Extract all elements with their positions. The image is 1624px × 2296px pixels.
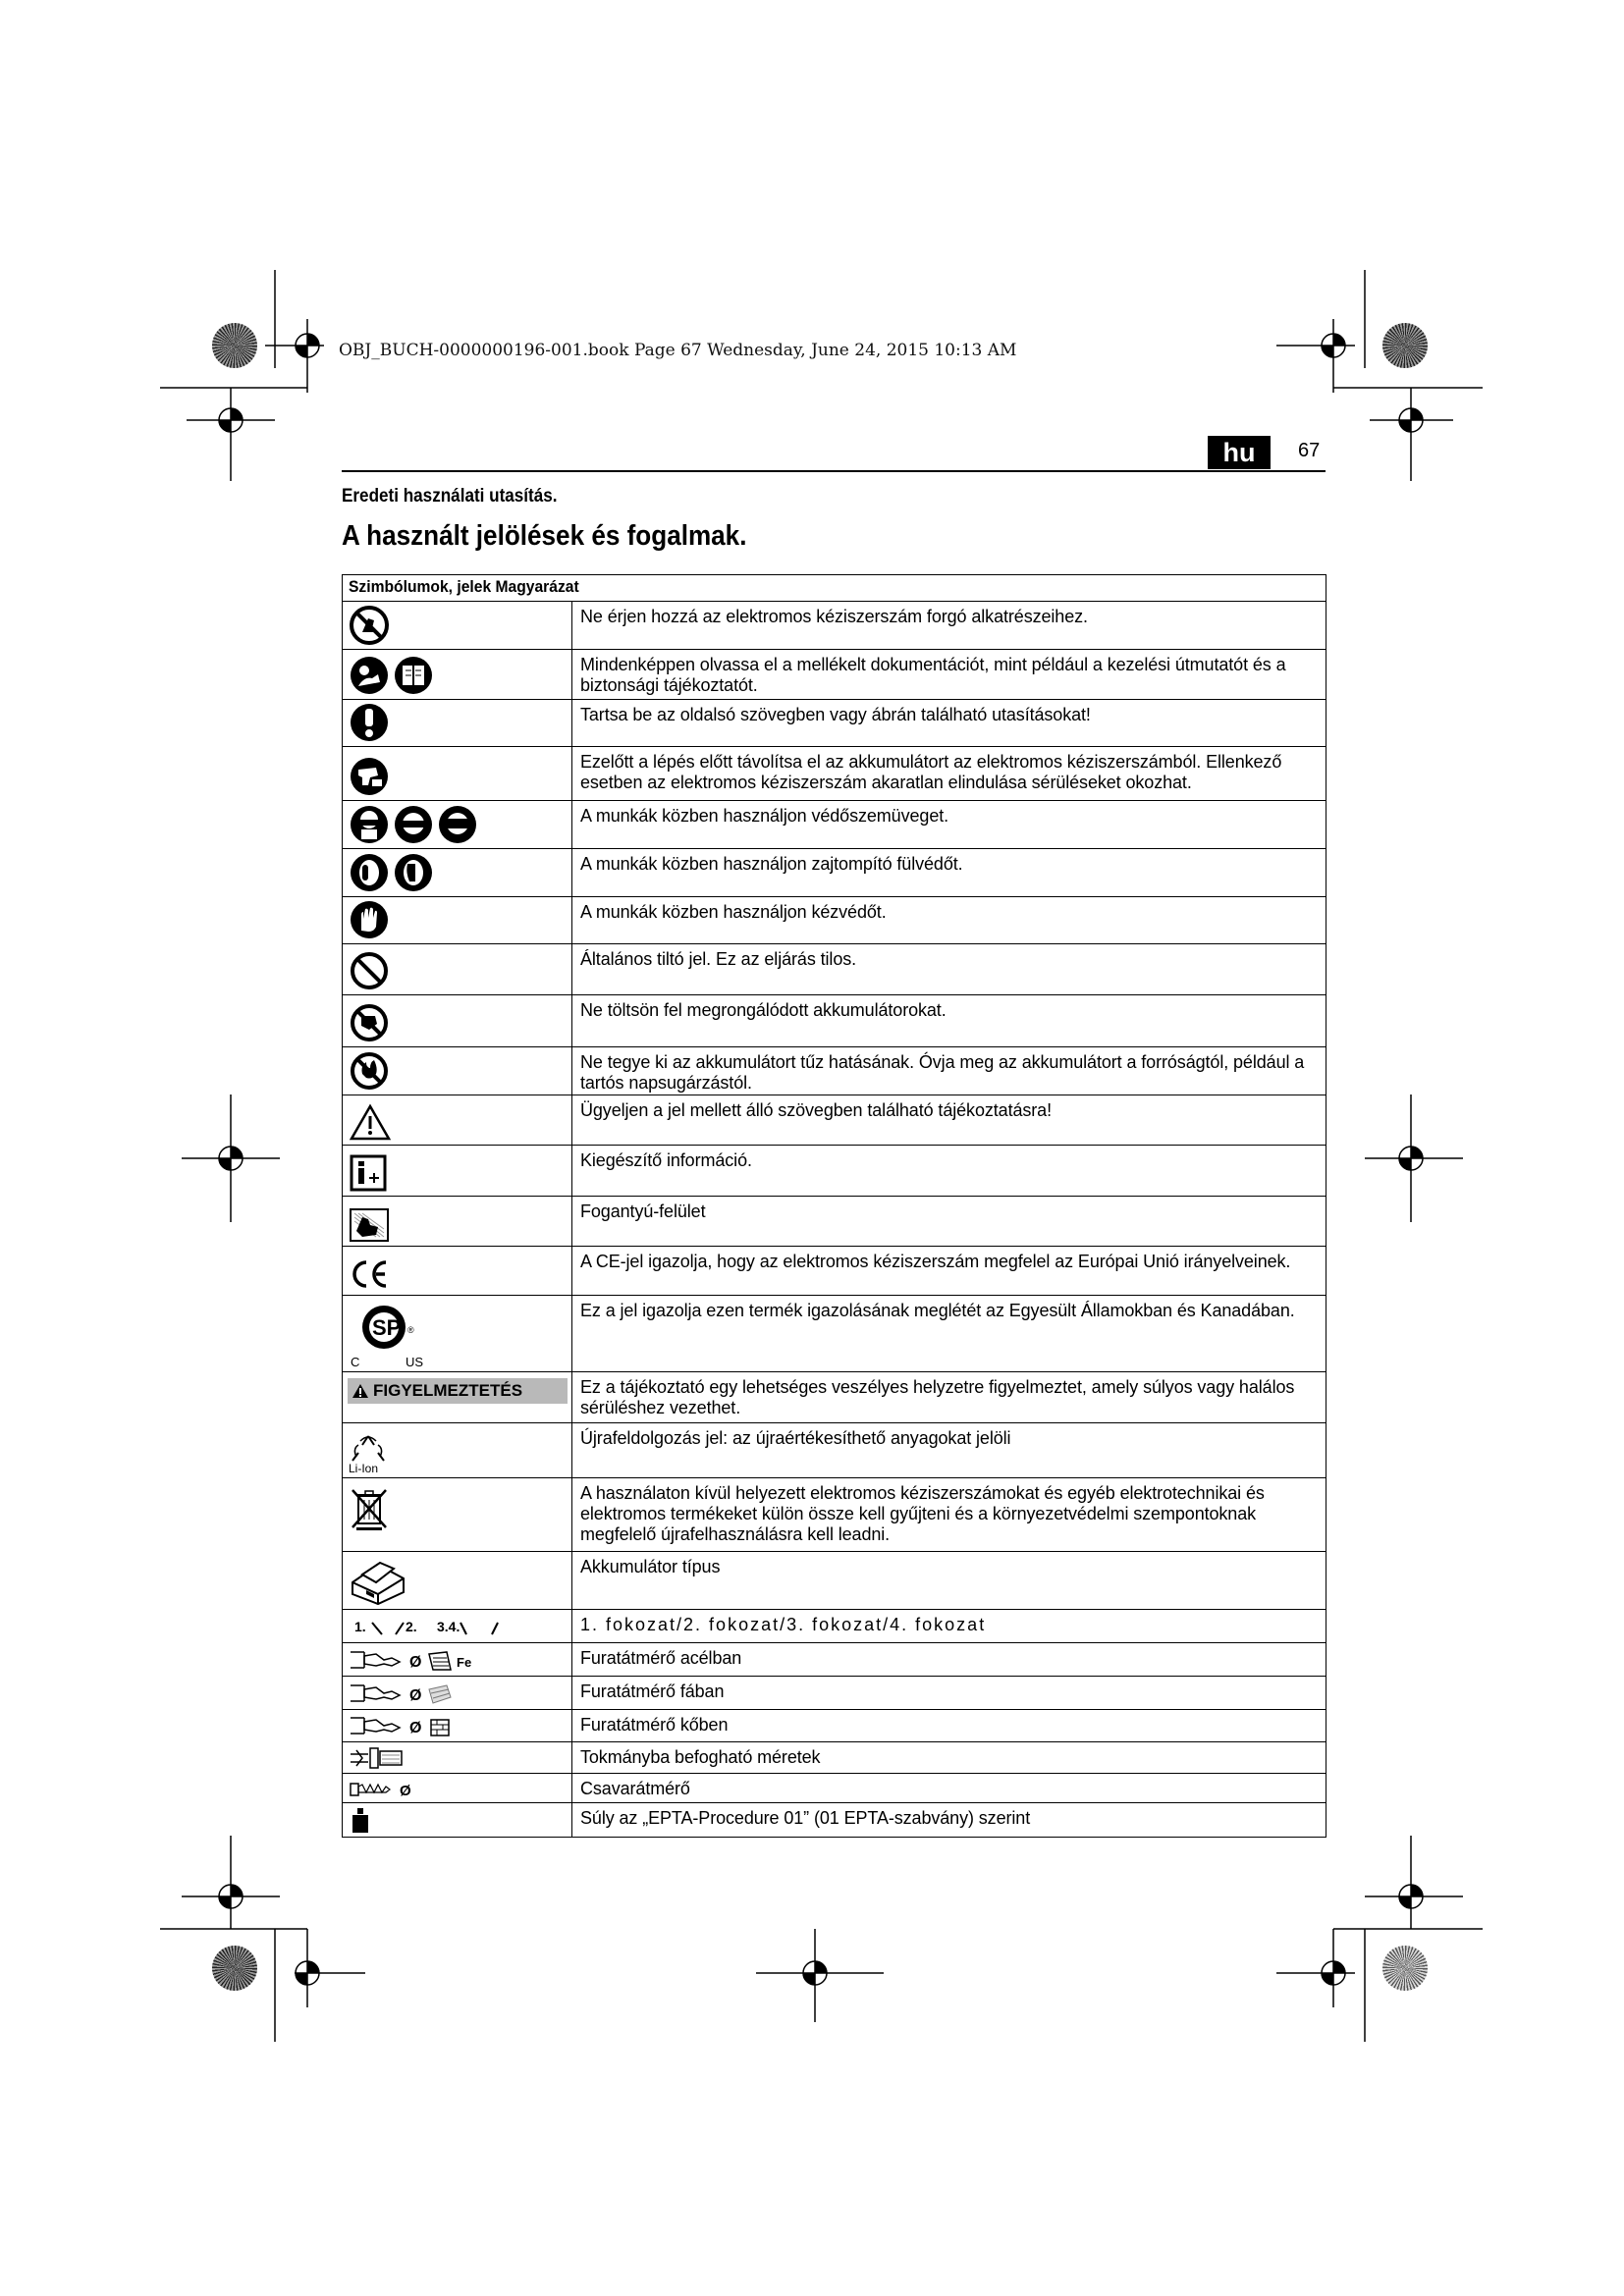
row-text: Tokmányba befogható méretek bbox=[572, 1742, 1326, 1774]
table-row bbox=[343, 897, 1326, 944]
row-text: Általános tiltó jel. Ez az eljárás tilos. bbox=[572, 944, 1326, 995]
svg-text:1.: 1. bbox=[354, 1619, 366, 1634]
drill-stone-icon bbox=[349, 1714, 457, 1737]
hand-protection-icon bbox=[349, 899, 390, 940]
table-row bbox=[343, 1423, 1326, 1478]
table-row bbox=[343, 1047, 1326, 1095]
table-row bbox=[343, 1774, 1326, 1803]
svg-text:Fe: Fe bbox=[457, 1655, 472, 1670]
row-text: Ne tegye ki az akkumulátort tűz hatásának. Óvja meg az akkumulátort a forróságtól, például a tartós napsugárzástól. bbox=[572, 1047, 1326, 1095]
row-text: Akkumulátor típus bbox=[572, 1552, 1326, 1610]
row-text: A CE-jel igazolja, hogy az elektromos kéziszerszám megfelel az Európai Unió irányelveinek. bbox=[572, 1247, 1326, 1296]
recycling-li-ion-icon bbox=[349, 1433, 388, 1475]
weight-icon bbox=[351, 1806, 370, 1834]
eye-protection-icon bbox=[349, 804, 478, 845]
row-text: A munkák közben használjon kézvédőt. bbox=[572, 897, 1326, 944]
row-text: Tartsa be az oldalsó szövegben vagy ábrán található utasításokat! bbox=[572, 700, 1326, 747]
document-subtitle: Eredeti használati utasítás. bbox=[342, 486, 558, 507]
table-row bbox=[343, 1247, 1326, 1296]
table-row bbox=[343, 700, 1326, 747]
battery-pack-icon bbox=[349, 1555, 407, 1606]
table-row bbox=[343, 995, 1326, 1047]
table-row bbox=[343, 1372, 1326, 1423]
svg-text:2.: 2. bbox=[406, 1619, 417, 1634]
csa-mark-icon bbox=[349, 1298, 437, 1368]
page-number: 67 bbox=[1298, 440, 1321, 461]
row-text: Mindenképpen olvassa el a mellékelt dokumentációt, mint például a kezelési útmutatót és a biztonsági tájékoztatót. bbox=[572, 650, 1326, 700]
li-ion-label: Li-Ion bbox=[349, 1462, 379, 1475]
warning-triangle-icon bbox=[349, 1102, 392, 1142]
row-text: Furatátmérő acélban bbox=[572, 1643, 1326, 1677]
svg-text:Ø: Ø bbox=[400, 1783, 411, 1799]
info-plus-icon bbox=[349, 1153, 390, 1193]
svg-text:US: US bbox=[406, 1355, 424, 1368]
header-rule bbox=[342, 470, 1326, 472]
warning-label-text: FIGYELMEZTETÉS bbox=[373, 1381, 523, 1400]
drill-wood-icon bbox=[349, 1682, 457, 1705]
exclamation-icon bbox=[349, 702, 390, 743]
table-row bbox=[343, 1803, 1326, 1838]
table-row bbox=[343, 1478, 1326, 1552]
table-row bbox=[343, 1296, 1326, 1372]
row-text: Ügyeljen a jel mellett álló szövegben található tájékoztatásra! bbox=[572, 1095, 1326, 1146]
svg-text:C: C bbox=[351, 1355, 360, 1368]
table-row bbox=[343, 1610, 1326, 1643]
table-row bbox=[343, 801, 1326, 849]
grip-surface-icon bbox=[349, 1207, 390, 1243]
symbols-table bbox=[342, 574, 1326, 1838]
row-text: A munkák közben használjon zajtompító fülvédőt. bbox=[572, 849, 1326, 897]
col-explanation-header: Magyarázat bbox=[495, 577, 579, 596]
row-text: Ne töltsön fel megrongálódott akkumulátorokat. bbox=[572, 995, 1326, 1047]
svg-text:Ø: Ø bbox=[409, 1720, 422, 1736]
row-text: Fogantyú-felület bbox=[572, 1197, 1326, 1247]
row-text: Csavarátmérő bbox=[572, 1774, 1326, 1803]
no-fire-sun-battery-icon bbox=[349, 1050, 390, 1092]
remove-battery-icon bbox=[349, 756, 390, 797]
row-text: Furatátmérő kőben bbox=[572, 1710, 1326, 1742]
row-text: Újrafeldolgozás jel: az újraértékesíthető anyagokat jelöli bbox=[572, 1423, 1326, 1478]
table-row bbox=[343, 1197, 1326, 1247]
table-header-row bbox=[343, 575, 1326, 602]
svg-text:3.4.: 3.4. bbox=[437, 1619, 460, 1634]
table-row bbox=[343, 1710, 1326, 1742]
table-row bbox=[343, 650, 1326, 700]
svg-text:Ø: Ø bbox=[409, 1654, 422, 1671]
table-row bbox=[343, 1095, 1326, 1146]
print-header: OBJ_BUCH-0000000196-001.book Page 67 Wednesday, June 24, 2015 10:13 AM bbox=[339, 341, 1017, 360]
svg-text:Ø: Ø bbox=[409, 1687, 422, 1704]
table-row bbox=[343, 1552, 1326, 1610]
screw-diameter-icon bbox=[349, 1780, 427, 1799]
col-symbol-header: Szimbólumok, jelek bbox=[349, 577, 492, 596]
drill-steel-icon bbox=[349, 1648, 486, 1672]
language-badge: hu bbox=[1208, 436, 1271, 469]
no-touch-rotating-parts-icon bbox=[349, 605, 390, 646]
table-row bbox=[343, 1146, 1326, 1197]
table-row bbox=[343, 747, 1326, 801]
row-text: Ez a tájékoztató egy lehetséges veszélyes helyzetre figyelmeztet, amely súlyos vagy halálos sérüléshez vezethet. bbox=[572, 1372, 1326, 1423]
table-row bbox=[343, 1677, 1326, 1710]
row-text: 1. fokozat/2. fokozat/3. fokozat/4. fokozat bbox=[572, 1610, 1326, 1643]
svg-text:®: ® bbox=[407, 1325, 414, 1335]
chuck-range-icon bbox=[349, 1746, 407, 1770]
table-row bbox=[343, 602, 1326, 650]
table-row bbox=[343, 1643, 1326, 1677]
row-text: Ez a jel igazolja ezen termék igazolásának meglétét az Egyesült Államokban és Kanadában. bbox=[572, 1296, 1326, 1372]
row-text: Súly az „EPTA-Procedure 01” (01 EPTA-szabvány) szerint bbox=[572, 1803, 1326, 1838]
row-text: A használaton kívül helyezett elektromos kéziszerszámokat és egyéb elektrotechnikai és elektromos termékeket külön össze kell gyűjteni és a környezetvédelmi szempontoknak megfelelő újrafelhasználásra kell leadni. bbox=[572, 1478, 1326, 1552]
table-row bbox=[343, 849, 1326, 897]
ce-mark-icon bbox=[349, 1256, 390, 1292]
gear-steps-icon bbox=[354, 1615, 512, 1638]
crossed-bin-icon bbox=[349, 1486, 390, 1531]
row-text: Ezelőtt a lépés előtt távolítsa el az akkumulátort az elektromos kéziszerszámból. Ellenkező esetben az elektromos kéziszerszám akaratlan elindulása sérüléseket okozhat. bbox=[572, 747, 1326, 801]
row-text: Furatátmérő fában bbox=[572, 1677, 1326, 1710]
read-manual-icon bbox=[349, 655, 437, 696]
row-text: Kiegészítő információ. bbox=[572, 1146, 1326, 1197]
table-row bbox=[343, 1742, 1326, 1774]
ear-protection-icon bbox=[349, 852, 437, 893]
no-charge-damaged-battery-icon bbox=[349, 1002, 390, 1043]
prohibition-icon bbox=[349, 950, 390, 991]
section-title: A használt jelölések és fogalmak. bbox=[342, 520, 747, 552]
row-text: Ne érjen hozzá az elektromos kéziszerszám forgó alkatrészeihez. bbox=[572, 602, 1326, 650]
row-text: A munkák közben használjon védőszemüveget. bbox=[572, 801, 1326, 849]
warning-label-icon bbox=[348, 1378, 568, 1404]
table-row bbox=[343, 944, 1326, 995]
svg-text:SP: SP bbox=[372, 1315, 402, 1340]
table-header bbox=[343, 575, 1326, 602]
